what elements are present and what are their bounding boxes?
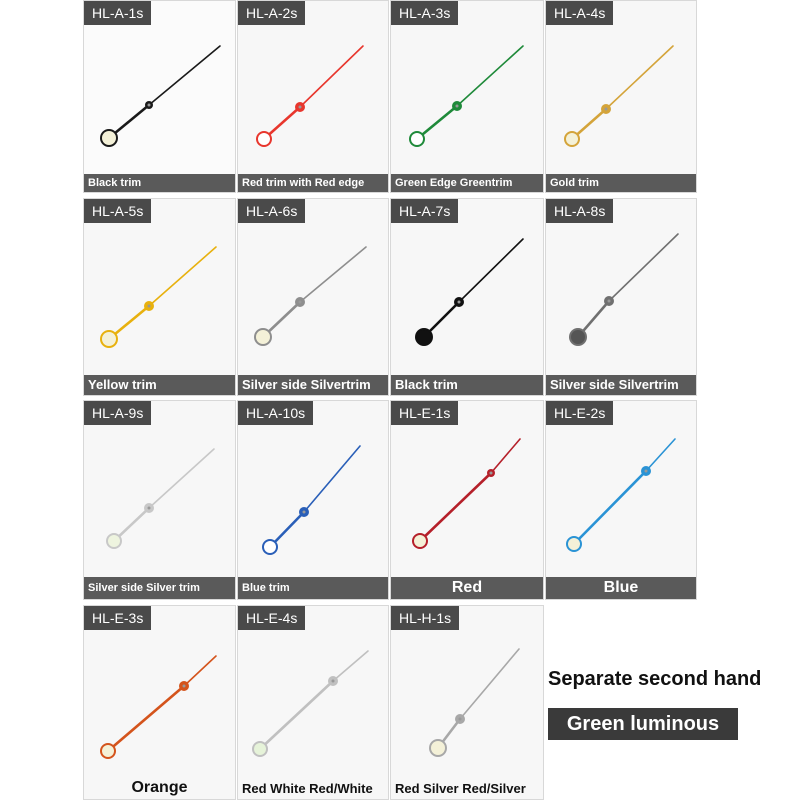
hand-tail	[420, 473, 491, 541]
product-code: HL-A-2s	[238, 1, 305, 25]
caption-text: Silver side Silvertrim	[242, 377, 371, 392]
product-code: HL-A-3s	[391, 1, 458, 25]
side-badge: Green luminous	[548, 708, 738, 740]
caption-text: Gold trim	[550, 177, 599, 189]
second-hand-image	[238, 1, 389, 193]
lume-dial	[431, 741, 445, 755]
product-caption	[84, 375, 235, 395]
caption-text: Silver side Silver trim	[88, 582, 200, 594]
product-code: HL-A-9s	[84, 401, 151, 425]
product-card	[390, 0, 544, 193]
second-hand-image	[238, 199, 389, 396]
lume-dial	[102, 332, 116, 346]
caption-text: Black trim	[88, 177, 142, 189]
hand-needle	[300, 247, 366, 302]
product-card	[237, 198, 389, 396]
product-code: HL-A-10s	[238, 401, 313, 425]
caption-text: Red White Red/White	[242, 781, 373, 796]
product-code: HL-H-1s	[391, 606, 459, 630]
caption-text: Blue	[603, 579, 639, 596]
hand-needle	[609, 234, 678, 301]
product-card	[545, 400, 697, 600]
hub-pin	[332, 680, 335, 683]
hub-pin	[303, 511, 306, 514]
product-code: HL-E-1s	[391, 401, 458, 425]
caption-text: Silver side Silvertrim	[550, 377, 679, 392]
product-caption	[391, 174, 543, 192]
second-hand-image	[391, 199, 544, 396]
hub-pin	[645, 470, 648, 473]
hub-pin	[183, 685, 186, 688]
second-hand-image	[84, 401, 236, 600]
second-hand-image	[84, 606, 236, 800]
lume-dial	[411, 133, 423, 145]
product-card	[83, 198, 236, 396]
product-code: HL-A-5s	[84, 199, 151, 223]
lume-dial	[414, 535, 426, 547]
hub-pin	[299, 301, 302, 304]
hand-tail	[108, 686, 184, 751]
product-code: HL-E-4s	[238, 606, 305, 630]
hub-pin	[148, 507, 151, 510]
lume-dial	[258, 133, 270, 145]
second-hand-image	[391, 606, 544, 800]
second-hand-image	[546, 199, 697, 396]
hand-needle	[184, 656, 216, 686]
product-caption	[84, 577, 235, 599]
second-hand-image	[391, 401, 544, 600]
hub-pin	[299, 106, 302, 109]
lume-dial	[566, 133, 578, 145]
hand-needle	[149, 449, 214, 508]
caption-text: Orange	[131, 779, 188, 796]
product-caption	[391, 779, 543, 799]
hand-needle	[460, 649, 519, 719]
hub-pin	[148, 305, 151, 308]
caption-text: Yellow trim	[88, 377, 157, 392]
product-card	[390, 605, 544, 800]
product-code: HL-E-2s	[546, 401, 613, 425]
hub-pin	[456, 105, 459, 108]
second-hand-image	[546, 1, 697, 193]
product-card	[83, 605, 236, 800]
product-code: HL-E-3s	[84, 606, 151, 630]
product-caption	[238, 375, 388, 395]
product-caption	[546, 174, 696, 192]
lume-dial	[102, 131, 116, 145]
product-caption	[238, 779, 388, 799]
lume-dial	[254, 743, 266, 755]
caption-text: Green Edge Greentrim	[395, 177, 513, 189]
second-hand-image	[238, 401, 389, 600]
second-hand-image	[238, 606, 389, 800]
hub-pin	[459, 718, 462, 721]
hand-needle	[459, 239, 523, 302]
product-caption	[546, 375, 696, 395]
second-hand-image	[391, 1, 544, 193]
side-title: Separate second hand	[548, 668, 762, 690]
product-code: HL-A-6s	[238, 199, 305, 223]
hand-tail	[574, 471, 646, 544]
product-card	[237, 400, 389, 600]
product-card	[545, 198, 697, 396]
hub-pin	[458, 301, 461, 304]
product-code: HL-A-8s	[546, 199, 613, 223]
hand-needle	[149, 247, 216, 306]
hand-needle	[333, 651, 368, 681]
hub-pin	[608, 300, 611, 303]
product-card	[83, 0, 236, 193]
hand-needle	[304, 446, 360, 512]
lume-dial	[571, 330, 585, 344]
product-card	[545, 0, 697, 193]
hand-needle	[646, 439, 675, 471]
product-card	[83, 400, 236, 600]
lume-dial	[417, 330, 431, 344]
second-hand-image	[546, 401, 697, 600]
product-caption	[238, 577, 388, 599]
hub-pin	[148, 104, 151, 107]
lume-dial	[256, 330, 270, 344]
product-card	[390, 400, 544, 600]
caption-text: Blue trim	[242, 582, 290, 594]
hand-needle	[457, 46, 523, 106]
hub-pin	[605, 108, 608, 111]
product-card	[237, 0, 389, 193]
second-hand-image	[84, 199, 236, 396]
hub-pin	[490, 472, 493, 475]
lume-dial	[108, 535, 120, 547]
caption-text: Red Silver Red/Silver	[395, 781, 526, 796]
product-card	[390, 198, 544, 396]
product-code: HL-A-7s	[391, 199, 458, 223]
hand-needle	[491, 439, 520, 473]
hand-needle	[606, 46, 673, 109]
caption-text: Red	[451, 579, 483, 596]
lume-dial	[102, 745, 114, 757]
product-caption	[238, 174, 388, 192]
product-caption	[84, 174, 235, 192]
hand-needle	[149, 46, 220, 105]
lume-dial	[568, 538, 580, 550]
product-caption	[546, 577, 696, 599]
product-caption	[391, 375, 543, 395]
product-caption	[84, 777, 235, 799]
caption-text: Black trim	[395, 377, 458, 392]
product-code: HL-A-1s	[84, 1, 151, 25]
hand-tail	[260, 681, 333, 749]
product-card	[237, 605, 389, 800]
product-code: HL-A-4s	[546, 1, 613, 25]
product-caption	[391, 577, 543, 599]
hand-needle	[300, 46, 363, 107]
second-hand-image	[84, 1, 236, 193]
lume-dial	[264, 541, 276, 553]
caption-text: Red trim with Red edge	[242, 177, 365, 189]
